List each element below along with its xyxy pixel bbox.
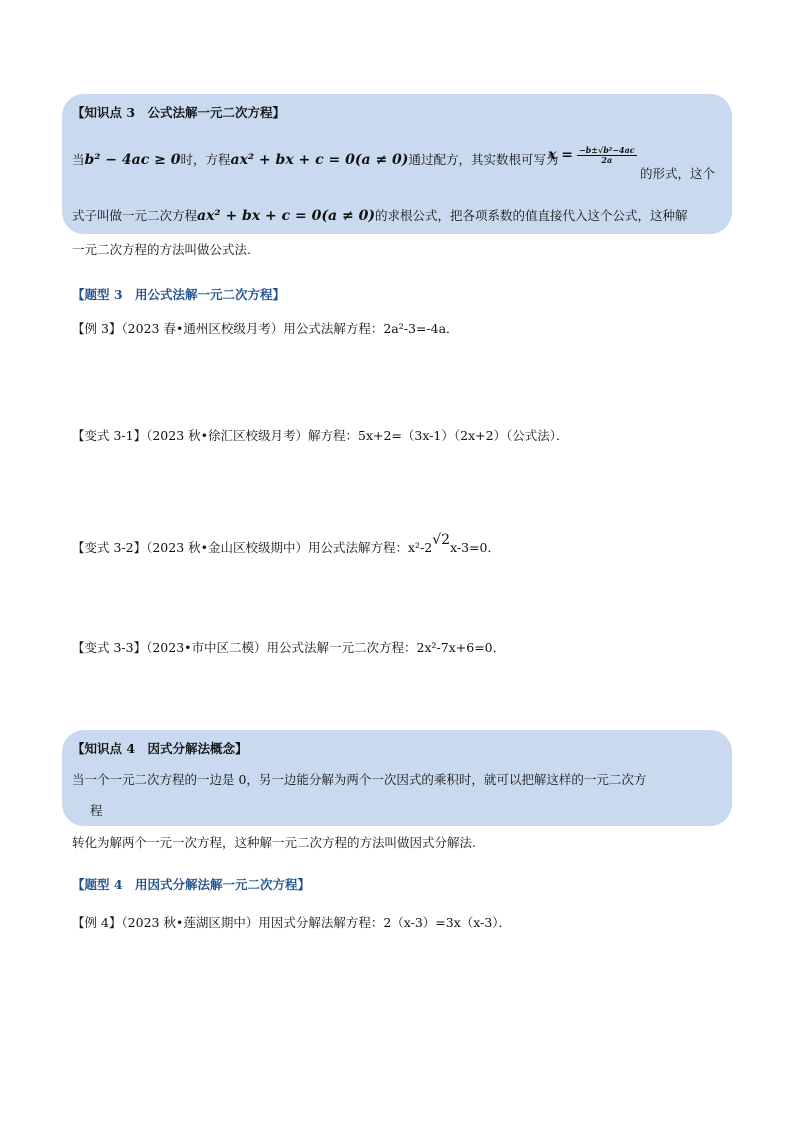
knowledge-point-4-line-3: 转化为解两个一元一次方程，这种解一元二次方程的方法叫做因式分解法.: [72, 835, 476, 850]
variant-3-2-prefix: 【变式 3-2】（2023 秋•金山区校级期中）用公式法解方程：x²-2: [72, 540, 433, 555]
type-3-title: 【题型 3 用公式法解一元二次方程】: [72, 287, 286, 302]
kp3-root-formula: [548, 146, 637, 165]
knowledge-point-4-line-2: 程: [90, 803, 103, 818]
kp3-fraction-numerator: −b±√b²−4ac: [578, 145, 635, 155]
type-4-title: 【题型 4 用因式分解法解一元二次方程】: [72, 877, 311, 892]
knowledge-point-3-line-2: [72, 206, 687, 224]
variant-3-2-root: √2: [432, 532, 451, 548]
knowledge-point-3-line-1: [72, 150, 558, 168]
kp3-text-line2-b: 的求根公式，把各项系数的值直接代入这个公式，这种解: [374, 208, 688, 223]
example-3: 【例 3】（2023 春•通州区校级月考）用公式法解方程：2a²-3=-4a．: [72, 321, 459, 336]
kp3-equation: ax² + bx + c = 0(a ≠ 0): [230, 152, 409, 168]
variant-3-2: [72, 532, 501, 556]
kp3-text-d: 的形式，这个: [640, 166, 716, 181]
kp3-text-line2-a: 式子叫做一元二次方程: [72, 208, 198, 223]
kp3-text-b: 时，方程: [180, 152, 231, 167]
knowledge-point-4-line-1: 当一个一元二次方程的一边是 0，另一边能分解为两个一次因式的乘积时，就可以把解这样的一元二次方: [72, 772, 647, 787]
kp3-text-a: 当: [72, 152, 85, 167]
example-4: 【例 4】（2023 秋•莲湖区期中）用因式分解法解方程：2（x-3）=3x（x-3）．: [72, 915, 512, 930]
variant-3-2-suffix: x-3=0．: [450, 540, 501, 555]
knowledge-point-3-line-3: 一元二次方程的方法叫做公式法.: [72, 242, 251, 257]
variant-3-3: 【变式 3-3】（2023•市中区二模）用公式法解一元二次方程：2x²-7x+6=0．: [72, 640, 506, 655]
variant-3-1: 【变式 3-1】（2023 秋•徐汇区校级月考）解方程：5x+2=（3x-1）（2x+2）（公式法）．: [72, 428, 569, 443]
kp3-condition: b² − 4ac ≥ 0: [84, 152, 181, 168]
kp3-equation-2: ax² + bx + c = 0(a ≠ 0): [197, 208, 375, 224]
knowledge-point-3-title: 【知识点 3 公式法解一元二次方程】: [72, 105, 286, 120]
kp3-fraction: [577, 146, 637, 165]
knowledge-point-4-title: 【知识点 4 因式分解法概念】: [72, 741, 248, 756]
kp3-x-equals: x =: [548, 147, 573, 163]
kp3-text-c: 通过配方，其实数根可写为: [408, 152, 559, 167]
kp3-fraction-denominator: 2a: [601, 155, 613, 165]
